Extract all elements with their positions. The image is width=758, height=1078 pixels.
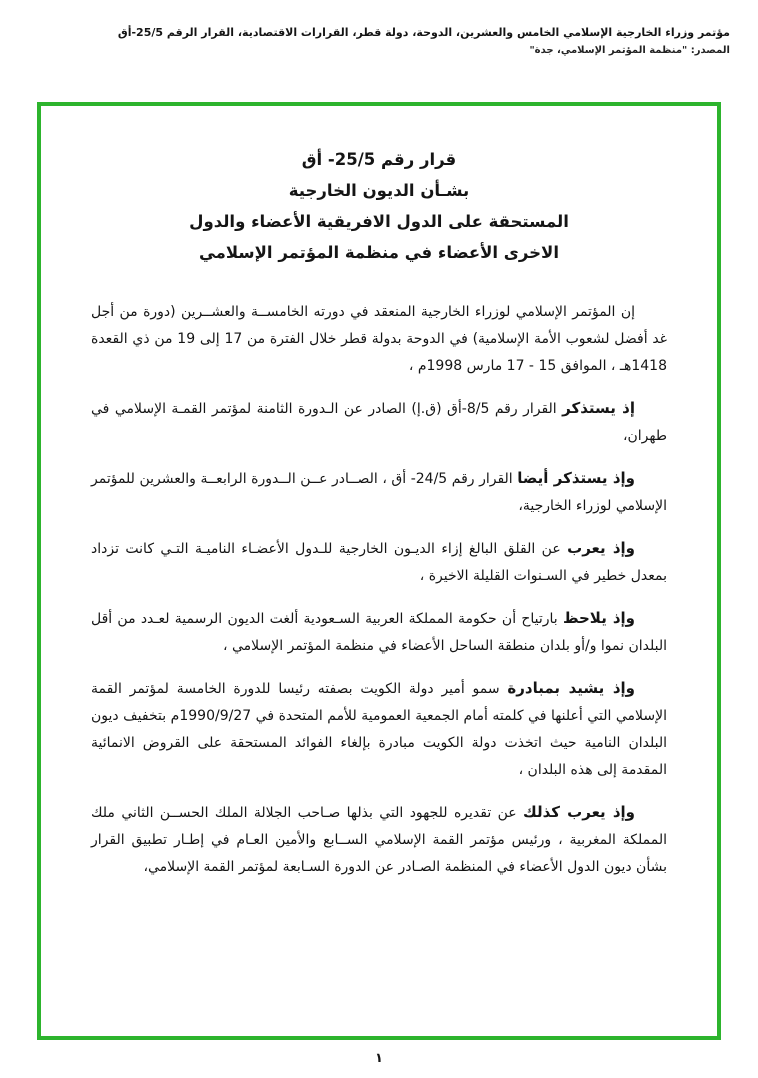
resolution-body (91, 298, 667, 881)
paragraph-expressing-appreciation (91, 799, 667, 881)
paragraph-lead: وإذ يعرب كذلك (523, 803, 635, 821)
paragraph-lead: وإذ يستذكر أيضا (517, 469, 635, 487)
paragraph-text: القرار رقم 24/5- أق ، الصــادر عــن الــدورة الرابعــة والعشرين للمؤتمر الإسلامي لوزراء الخارجية، (91, 471, 667, 514)
paragraph-recalling-also (91, 465, 667, 520)
title-line-detail-2: الاخرى الأعضاء في منظمة المؤتمر الإسلامي (198, 243, 560, 262)
green-border-frame (37, 102, 721, 1040)
paragraph-text: سمو أمير دولة الكويت بصفته رئيسا للدورة الخامسة لمؤتمر القمة الإسلامي التي أعلنها في كلمته أمام الجمعية العمومية للأمم المتحدة في 1990/9/27م بتخفيف ديون البلدان النامية حيث اتخذت دولة الكويت مبادرة بإلغاء الفوائد المستحقة على القروض الانمائية المقدمة إلى هذه البلدان ، (91, 681, 668, 778)
document-header (28, 24, 730, 59)
header-citation-line: مؤتمر وزراء الخارجية الإسلامي الخامس والعشرين، الدوحة، دولة قطر، القرارات الاقتصادية، القرار الرقم 25/5-أق (117, 26, 730, 39)
title-line-resolution-number: قرار رقم 25/5- أق (301, 150, 457, 169)
header-source-line: المصدر: "منظمة المؤتمر الإسلامي، جدة" (529, 45, 730, 56)
paragraph-text: عن القلق البالغ إزاء الديـون الخارجية للـدول الأعضـاء الناميـة التـي كانت تزداد بمعدل خطير في السـنوات القليلة الاخيرة ، (91, 541, 667, 584)
paragraph-text: عن تقديره للجهود التي بذلها صـاحب الجلالة الملك الحســن الثاني ملك المملكة المغربية ، ورئيس مؤتمر القمة الإسلامي الســابع والأمين العـام في إطـار تطبيق القرار بشأن ديون الدول الأعضاء في المنظمة الصـادر عن الدورة السـابعة لمؤتمر القمة الإسلامي، (91, 805, 667, 875)
paragraph-preamble (91, 298, 667, 380)
paragraph-commending-initiative (91, 675, 667, 784)
paragraph-lead: وإذ يعرب (567, 539, 635, 557)
frame-content (41, 106, 717, 881)
paragraph-noting (91, 605, 667, 660)
resolution-title-block (91, 144, 667, 268)
paragraph-lead: إذ يستذكر (562, 399, 635, 417)
paragraph-text: بارتياح أن حكومة المملكة العربية السـعودية ألغت الديون الرسمية لعـدد من أقل البلدان نموا و/أو بلدان منطقة الساحل الأعضاء في منظمة المؤتمر الإسلامي ، (91, 611, 667, 654)
paragraph-lead: وإذ يشيد بمبادرة (507, 679, 635, 697)
paragraph-expressing-concern (91, 535, 667, 590)
page-number: ١ (375, 1051, 383, 1066)
paragraph-text: القرار رقم 8/5-أق (ق.إ) الصادر عن الـدورة الثامنة لمؤتمر القمـة الإسلامي في طهران، (91, 401, 667, 444)
paragraph-lead: وإذ يلاحظ (562, 609, 636, 627)
title-line-subject: بشـأن الديون الخارجية (288, 181, 470, 200)
title-line-detail-1: المستحقة على الدول الافريقية الأعضاء والدول (189, 212, 569, 231)
paragraph-text: إن المؤتمر الإسلامي لوزراء الخارجية المنعقد في دورته الخامســة والعشــرين (دورة من أجل غد أفضل لشعوب الأمة الإسلامية) في الدوحة بدولة قطر خلال الفترة من 17 إلى 19 من ذي القعدة 1418هـ ، الموافق 15 - 17 مارس 1998م ، (91, 304, 668, 374)
paragraph-recalling (91, 395, 667, 450)
